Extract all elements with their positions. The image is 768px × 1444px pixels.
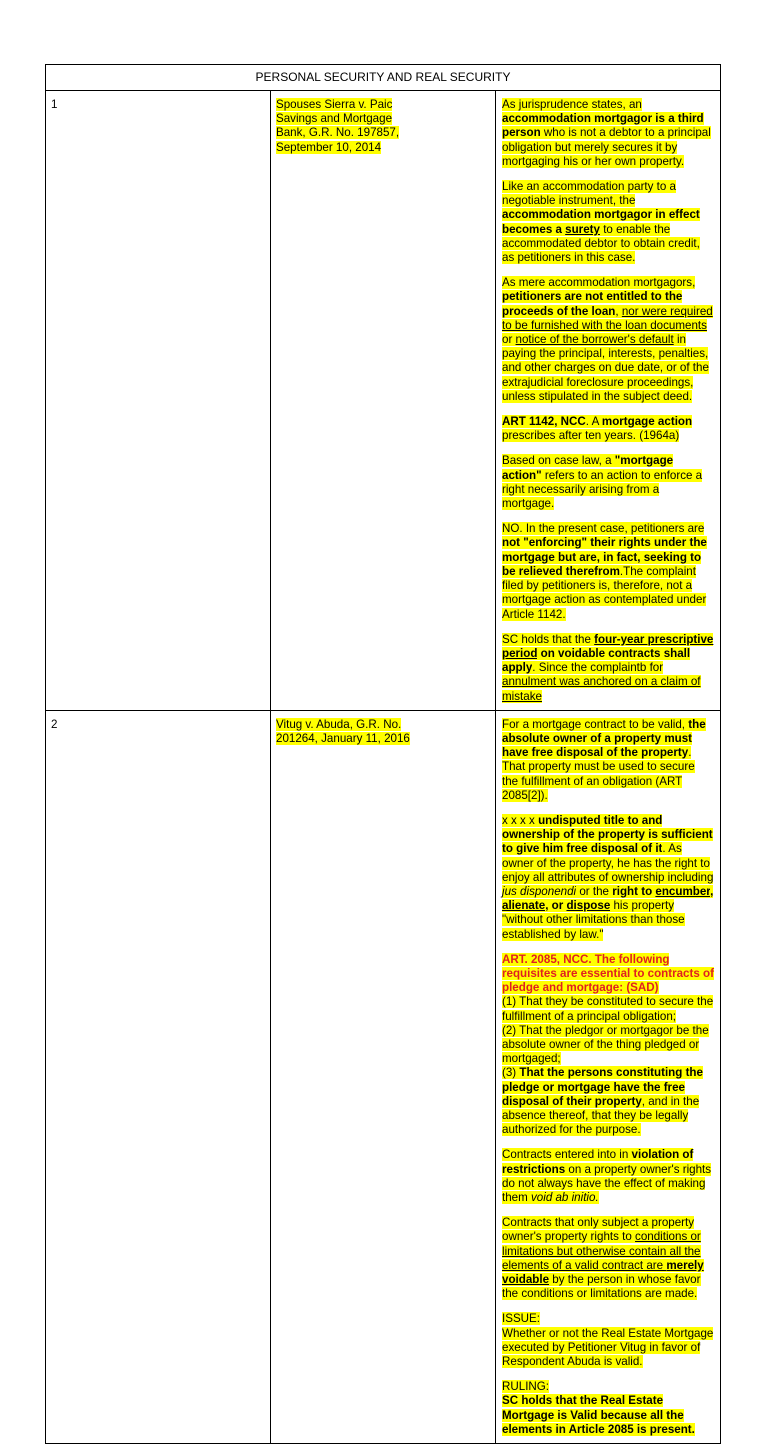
row-number (46, 91, 271, 711)
case-citation-line: Vitug v. Abuda, G.R. No. (276, 717, 402, 731)
digest-text: Based on case law, a (502, 454, 615, 468)
digest-paragraph (502, 1380, 714, 1437)
digest-text: NO. In the present case, petitioners are (502, 522, 705, 536)
digest-text: accommodation mortgagor in effect becomes a (502, 208, 700, 236)
digest-text: conditions or limitations but otherwise contain all the elements of a valid contract are (502, 1230, 701, 1272)
digest-text: on voidable contracts shall apply (502, 646, 691, 675)
digest-paragraph (502, 718, 714, 803)
digest-paragraph (502, 98, 714, 169)
digest-text: (3) (502, 1066, 520, 1080)
case-citation (276, 718, 493, 746)
case-digest (502, 718, 714, 1437)
digest-text: "mortgage action" (502, 454, 674, 482)
digest-text: in paying the principal, interests, penalties, and other charges on due date, or of the extrajudicial foreclosure proceedings, unless stipulated in the subject deed. (502, 333, 709, 403)
digest-text: refers to an action to enforce a right necessarily arising from a mortgage. (502, 468, 703, 511)
digest-text: As mere accommodation mortgagors, (502, 276, 696, 290)
digest-text: prescribes after ten years. (1964a) (502, 429, 680, 443)
table-row (46, 91, 721, 711)
digest-text: , (615, 304, 622, 318)
digest-text: x x x x (502, 813, 539, 827)
digest-paragraph (502, 454, 714, 511)
digest-text: Whether or not the Real Estate Mortgage executed by Petitioner Vitug in favor of Respondent Abuda is valid. (502, 1326, 714, 1369)
digest-text: four-year prescriptive period (502, 632, 714, 660)
digest-text: RULING: (502, 1380, 550, 1394)
digest-paragraph (502, 1312, 714, 1369)
digest-text: jus disponendi (502, 884, 577, 898)
digest-text: Like an accommodation party to a negotiable instrument, the (502, 180, 677, 208)
digest-text: petitioners are not entitled to the proceeds of the loan (502, 290, 683, 318)
digest-text: annulment was anchored on a claim of mistake (502, 675, 701, 703)
digest-text: ART. 2085, NCC. The following requisites are essential to contracts of pledge and mortgage: (SAD) (502, 952, 714, 995)
row-number-text: 1 (51, 98, 58, 111)
digest-text: accommodation mortgagor is a third person (502, 112, 704, 140)
case-digest (502, 98, 714, 704)
digest-text: nor were required to be furnished with the loan documents (502, 304, 713, 332)
digest-text: or (502, 333, 516, 347)
case-citation-line: September 10, 2014 (276, 140, 382, 154)
case-digest-cell (496, 91, 721, 711)
case-citation-cell (271, 710, 496, 1443)
digest-text: . That property must be used to secure the fulfillment of an obligation (ART 2085[2]). (502, 746, 695, 802)
document-table (45, 64, 721, 1444)
table-row (46, 710, 721, 1443)
digest-text: void ab initio. (531, 1191, 599, 1205)
digest-text: his property "without other limitations than those established by law." (502, 899, 685, 941)
digest-text: encumber (655, 884, 711, 898)
digest-text: SC holds that the (502, 632, 595, 646)
digest-text: surety (565, 222, 600, 236)
digest-text: Contracts that only subject a property owner's property rights to (502, 1216, 695, 1244)
digest-text: who is not a debtor to a principal obligation but merely secures it by mortgaging his or her own property. (502, 126, 711, 168)
digest-text: . As owner of the property, he has the right to enjoy all attributes of ownership including (502, 842, 714, 884)
digest-text: . A (585, 415, 602, 429)
digest-text: or the (576, 884, 613, 898)
digest-text: , or (545, 899, 567, 913)
digest-text: (1) That they be constituted to secure the fulfillment of a principal obligation; (502, 995, 714, 1023)
digest-text: . Since the complaintb for (532, 661, 664, 675)
digest-paragraph (502, 180, 714, 265)
row-number (46, 710, 271, 1443)
digest-text: notice of the borrower's default (515, 333, 674, 347)
digest-text: the absolute owner of a property must have free disposal of the property (502, 717, 706, 760)
digest-text: As jurisprudence states, an (502, 98, 642, 111)
document-title: PERSONAL SECURITY AND REAL SECURITY (46, 65, 721, 91)
digest-text: mortgage action (601, 415, 693, 429)
case-citation-line: Savings and Mortgage (276, 112, 393, 126)
digest-text: That the persons constituting the pledge or mortgage have the free disposal of their property (502, 1066, 703, 1108)
digest-paragraph (502, 633, 714, 704)
digest-text: Contracts entered into in (502, 1148, 632, 1162)
digest-text: by the person in whose favor the conditions or limitations are made. (502, 1273, 701, 1301)
digest-text: undisputed title to and ownership of the property is sufficient to give him free disposal of it (502, 813, 713, 856)
digest-text: violation of restrictions (502, 1148, 694, 1176)
digest-text: ISSUE: (502, 1312, 541, 1326)
table-header-row (46, 65, 721, 91)
digest-text: right to (612, 884, 656, 898)
digest-text: on a property owner's rights do not always have the effect of making them (502, 1162, 712, 1205)
case-citation (276, 98, 493, 155)
case-citation-line: Bank, G.R. No. 197857, (276, 126, 400, 140)
case-digest-cell (496, 710, 721, 1443)
digest-text: not "enforcing" their rights under the mortgage but are, in fact, seeking to be relieved therefrom (502, 536, 707, 578)
case-citation-line: 201264, January 11, 2016 (276, 731, 410, 745)
digest-paragraph (502, 814, 714, 942)
case-citation-line: Spouses Sierra v. Paic (276, 98, 393, 111)
digest-text: , and in the absence thereof, that they be legally authorized for the purpose. (502, 1094, 700, 1137)
digest-paragraph (502, 276, 714, 404)
row-number-text: 2 (51, 717, 58, 731)
digest-text: ART 1142, NCC (502, 415, 586, 429)
digest-text: , (710, 884, 714, 898)
digest-paragraph (502, 415, 714, 443)
digest-text: For a mortgage contract to be valid, (502, 717, 689, 731)
digest-paragraph (502, 953, 714, 1138)
digest-text: SC holds that the Real Estate Mortgage is Valid because all the elements in Article 2085 is present. (502, 1394, 695, 1436)
digest-paragraph (502, 522, 714, 621)
digest-text: merely voidable (502, 1258, 704, 1287)
digest-paragraph (502, 1216, 714, 1301)
digest-paragraph (502, 1148, 714, 1205)
digest-text: dispose (566, 899, 611, 913)
case-citation-cell (271, 91, 496, 711)
digest-text: alienate (502, 899, 546, 913)
digest-text: (2) That the pledgor or mortgagor be the absolute owner of the thing pledged or mortgaged; (502, 1023, 709, 1066)
digest-text: to enable the accommodated debtor to obtain credit, as petitioners in this case. (502, 222, 700, 265)
digest-text: .The complaint filed by petitioners is, therefore, not a mortgage action as contemplated under Article 1142. (502, 564, 707, 621)
